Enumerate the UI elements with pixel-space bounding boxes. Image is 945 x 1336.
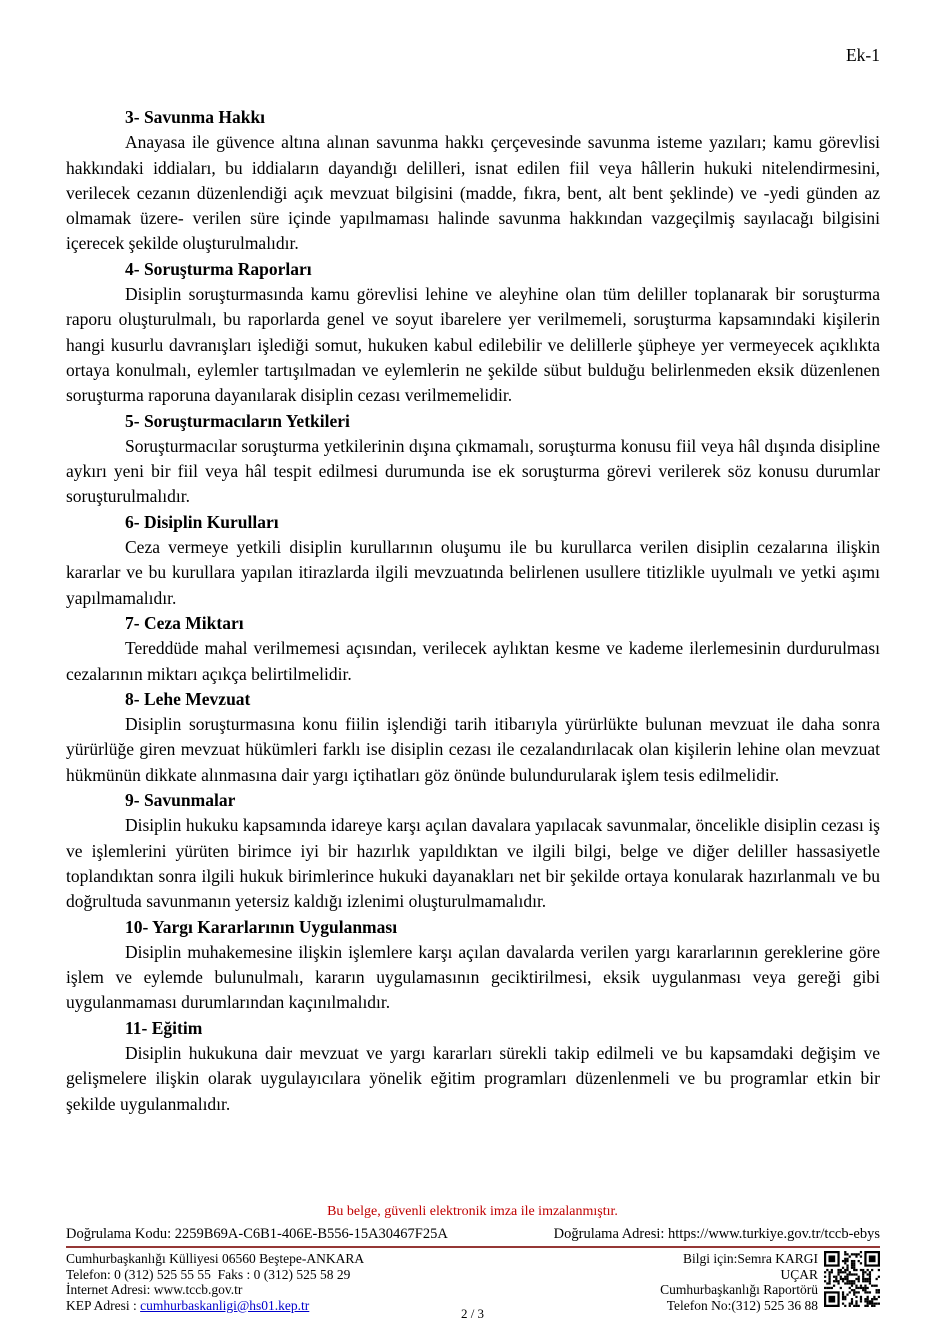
section-3: [66, 105, 880, 257]
section-heading: 8- Lehe Mevzuat: [125, 688, 251, 709]
page-number: 2 / 3: [460, 1306, 485, 1321]
section-7: [66, 611, 880, 687]
annex-label: Ek-1: [845, 45, 880, 65]
verification-code-label: Doğrulama Kodu:: [66, 1226, 175, 1242]
section-heading: 10- Yargı Kararlarının Uygulanması: [125, 916, 398, 937]
section-paragraph: Disiplin hukuku kapsamında idareye karşı açılan davalara yapılacak savunmalar, öncelikle disiplin cezası iş ve işlemlerini yürüten birimce iyi bir hazırlık yapıldıktan ve ilgili bilgi, belge ve diğer deliller hassasiyetle toplandıktan sonra ilgili hukuk birimlerince hukuki dayanakları net bir şekilde ortaya konularak hazırlanmalı ve bu doğrultuda savunmanın yetersiz kaldığı izlenimi oluşturulmamalıdır.: [66, 815, 880, 912]
sender-address: Cumhurbaşkanlığı Külliyesi 06560 Beştepe-ANKARA: [66, 1251, 365, 1266]
section-heading: 7- Ceza Miktarı: [125, 612, 244, 633]
section-5: [66, 409, 880, 510]
section-4: [66, 257, 880, 409]
verification-address: [554, 1225, 880, 1243]
section-heading: 11- Eğitim: [125, 1017, 203, 1038]
sender-contact-block: [66, 1251, 364, 1313]
info-contact-title: Cumhurbaşkanlığı Raportörü: [660, 1282, 818, 1297]
info-contact-lines: [660, 1251, 818, 1313]
verification-address-label: Doğrulama Adresi:: [553, 1226, 669, 1242]
e-signature-notice: Bu belge, güvenli elektronik imza ile imzalanmıştır.: [327, 1204, 618, 1219]
info-contact-name2: UÇAR: [780, 1266, 818, 1282]
verification-code: [66, 1225, 448, 1243]
verification-code-value: 2259B69A-C6B1-406E-B556-15A30467F25A: [174, 1226, 448, 1242]
sender-phone-fax: Telefon: 0 (312) 525 55 55 Faks : 0 (312) 525 58 29: [66, 1266, 351, 1282]
info-contact-name: Bilgi için:Semra KARGI: [683, 1251, 818, 1266]
info-contact-phone: Telefon No:(312) 525 36 88: [666, 1297, 818, 1313]
verification-row: [66, 1225, 880, 1243]
section-heading: 6- Disiplin Kurulları: [125, 511, 279, 532]
info-contact-block: [660, 1251, 880, 1313]
section-paragraph: Anayasa ile güvence altına alınan savunma hakkı çerçevesinde savunma isteme yazıları; kamu görevlisi hakkındaki iddiaları, bu iddiaların dayandığı delilleri, isnat edilen fiil veya hâllerin hukuki nitelendirmesini, verilecek cezanın düzenlendiği açık mevzuat bilgisini (madde, fıkra, bent, alt bent şeklinde) ve -yedi günden az olmamak üzere- verilen süre içinde yapılmaması halinde savunma hakkından vazgeçilmiş sayılacağı bilgisini içerecek şekilde oluşturulmalıdır.: [66, 132, 880, 254]
footer-divider: [66, 1246, 880, 1248]
section-paragraph: Tereddüde mahal verilmemesi açısından, verilecek aylıktan kesme ve kademe ilerlemesinin durdurulması cezalarının miktarı açıkça belirtilmelidir.: [66, 638, 880, 684]
sender-website: İnternet Adresi: www.tccb.gov.tr: [66, 1282, 243, 1297]
section-heading: 9- Savunmalar: [125, 790, 236, 811]
kep-address-link[interactable]: cumhurbaskanligi@hs01.kep.tr: [140, 1297, 310, 1313]
document-body: [66, 105, 880, 1117]
section-paragraph: Soruşturmacılar soruşturma yetkilerinin dışına çıkmamalı, soruşturma konusu fiil veya hâl dışında disipline aykırı yeni bir fiil veya hâl tespit edilmesi durumunda ise ek soruşturma görevi verilerek söz konusu durumlar soruşturulmalıdır.: [66, 435, 880, 507]
section-paragraph: Ceza vermeye yetkili disiplin kurullarının oluşumu ile bu kurullarca verilen disiplin cezalarına ilişkin kararlar ve bu kurullara yapılan itirazlarda ilgili mevzuatında belirlenen usullere titizlikle uyulmalı ve yetki aşımı yapılmamalıdır.: [66, 537, 880, 608]
section-8: [66, 687, 880, 788]
section-paragraph: Disiplin hukukuna dair mevzuat ve yargı kararları sürekli takip edilmeli ve bu kapsamdaki değişim ve gelişmelere ilişkin olarak uygulayıcılara yönelik eğitim programları düzenlenmeli ve bu programlar etkin bir şekilde uygulanmalıdır.: [66, 1042, 880, 1114]
section-paragraph: Disiplin soruşturmasına konu fiilin işlendiği tarih itibarıyla yürürlükte bulunan mevzuat ile daha sonra yürürlüğe giren mevzuat hükümleri farklı ise disiplin cezası ile cezalandırılacak olan kişilerin lehine olan mevzuat hükmünün dikkate alınmasına dair yargı içtihatları göz önünde bulundurularak işlem tesis edilmelidir.: [66, 714, 880, 785]
section-paragraph: Disiplin muhakemesine ilişkin işlemlere karşı açılan davalarda verilen yargı kararlarının gereklerine göre işlem ve eylemde bulunulmalı, kararın uygulamasının geciktirilmesi, eksik uygulanması veya gereği gibi uygulanmaması durumlarından kaçınılmalıdır.: [66, 941, 880, 1013]
section-paragraph: Disiplin soruşturmasında kamu görevlisi lehine ve aleyhine olan tüm deliller toplanarak bir soruşturma raporu oluşturulmalı, bu raporlarda genel ve soyut ibarelere yer verilmemeli, soruşturma kapsamındaki kişilerin hangi kusurlu davranışları işlediği somut, hukuken kabul edilebilir ve delillerle şüpheye yer vermeyecek açıklıkta ortaya konulmalı, eylemler tartışılmadan ve eylemlerin ne şekilde sübut bulduğu belirlenmeden eksik düzenlenen soruşturma raporuna dayanılarak disiplin cezası verilmemelidir.: [66, 284, 880, 406]
section-6: [66, 510, 880, 611]
kep-label: KEP Adresi :: [66, 1297, 141, 1313]
section-heading: 3- Savunma Hakkı: [125, 107, 266, 127]
section-10: [66, 915, 880, 1016]
section-9: [66, 788, 880, 914]
verification-address-value: https://www.turkiye.gov.tr/tccb-ebys: [668, 1226, 880, 1242]
section-heading: 4- Soruşturma Raporları: [125, 258, 312, 279]
footer: [66, 1251, 880, 1313]
section-heading: 5- Soruşturmacıların Yetkileri: [125, 410, 350, 431]
section-11: [66, 1016, 880, 1117]
qr-code: [824, 1251, 880, 1307]
